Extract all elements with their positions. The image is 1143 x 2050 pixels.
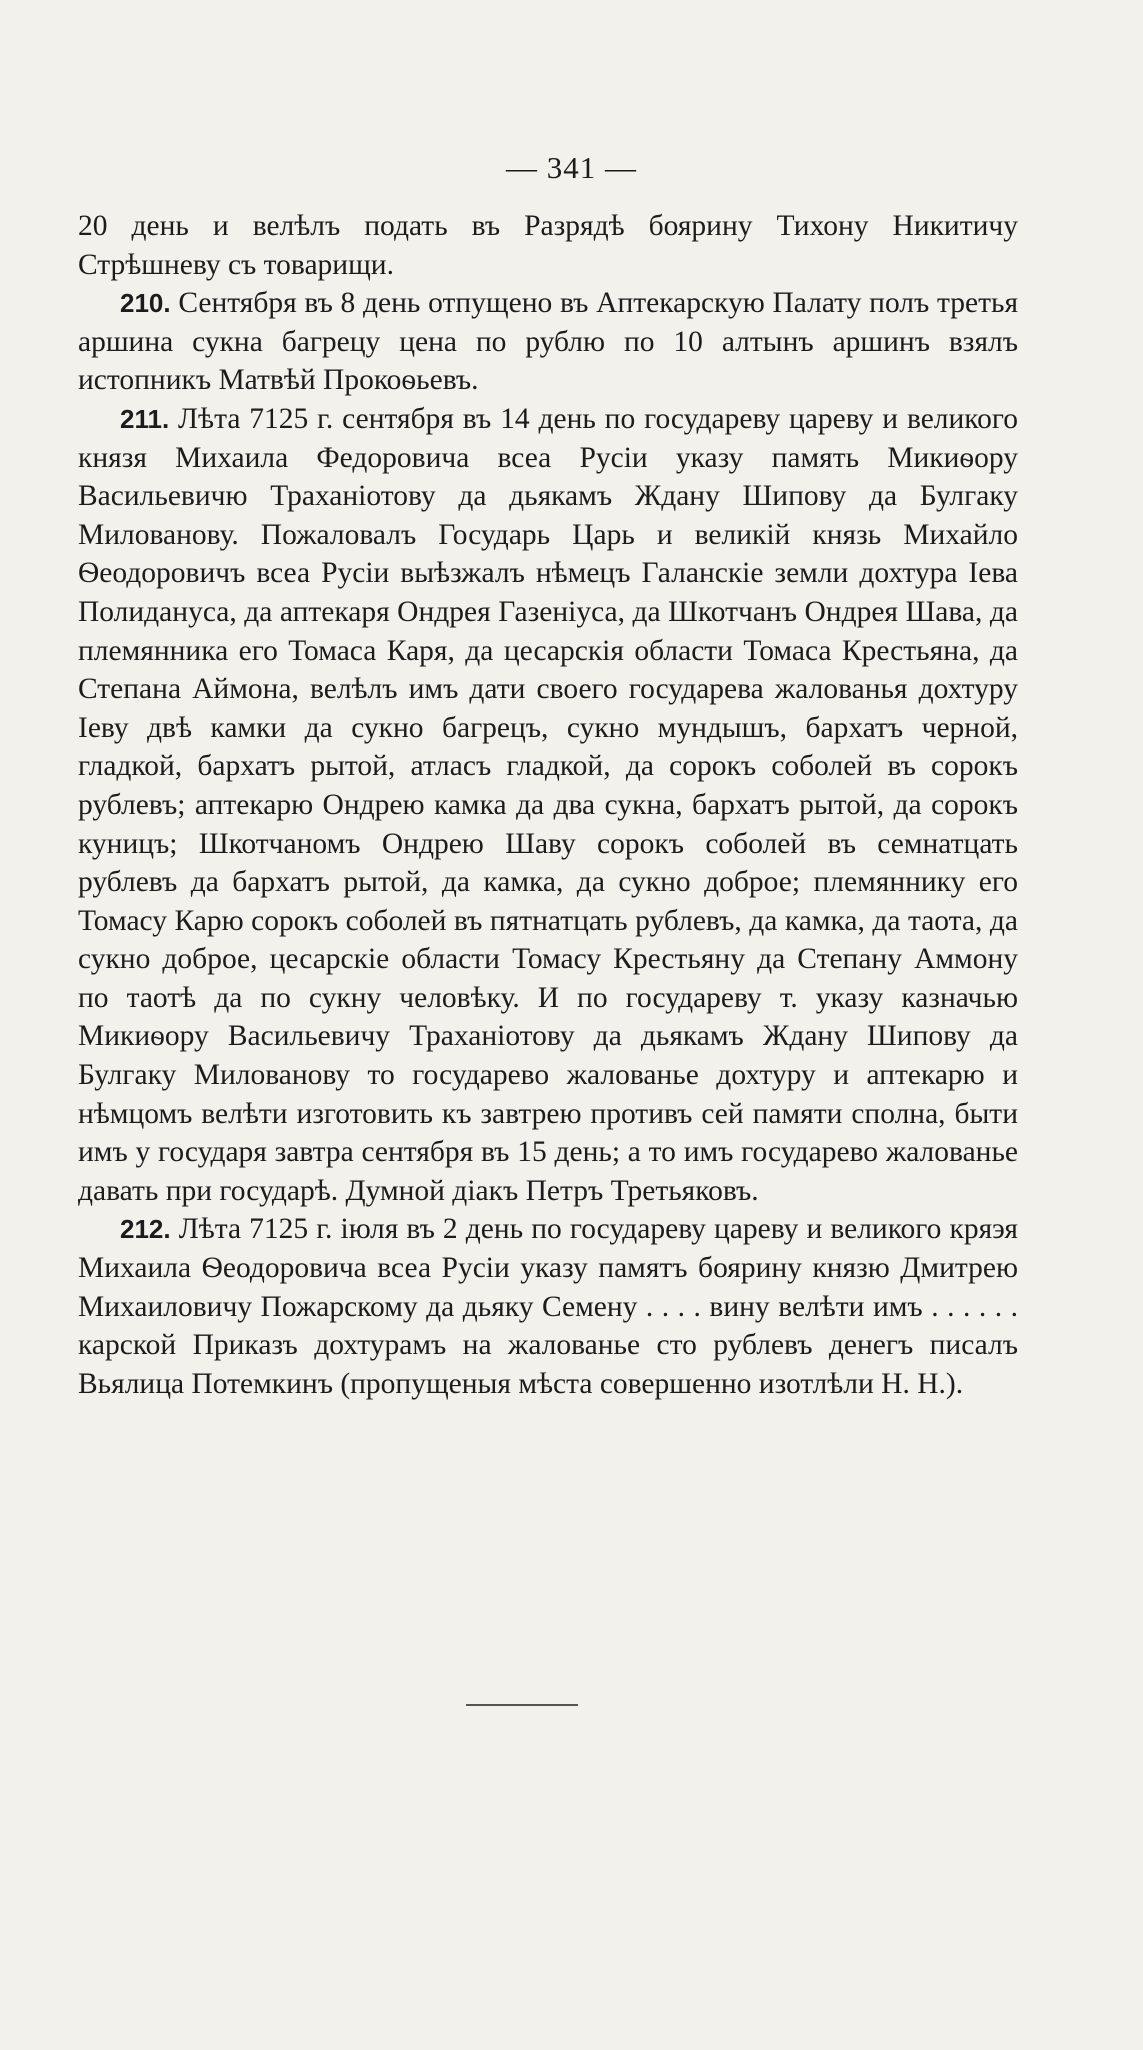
paragraph-text: Сентября въ 8 день отпущено въ Аптекарскую Палату полъ третья аршина сукна багрецу цена по рублю по 10 алтынъ аршинъ взялъ истопникъ Матвѣй Прокоѳьевъ.: [78, 287, 1019, 397]
entry-number: 211.: [120, 403, 170, 434]
entry-number: 210.: [120, 288, 171, 319]
entry-number: 212.: [120, 1214, 171, 1245]
paragraph-text: Лѣта 7125 г. сентября въ 14 день по государеву цареву и великого князя Михаила Федоровича всеа Русіи указу память Микиѳору Васильевичю Траханіотову да дьякамъ Ждану Шипову да Булгаку Милованову. Пожаловалъ Государь Царь и великій князь Михайло Ѳеодоровичъ всеа Русіи выѣзжалъ нѣмецъ Галанскіе земли дохтура Іева Полидануса, да аптекаря Ондрея Газеніуса, да Шкотчанъ Ондрея Шава, да племянника его Томаса Каря, да цесарскія области Томаса Крестьяна, да Степана Аймона, велѣлъ имъ дати своего государева жалованья дохтуру Іеву двѣ камки да сукно багрецъ, сукно мундышъ, бархатъ черной, гладкой, бархатъ рытой, атласъ гладкой, да сорокъ соболей въ сорокъ рублевъ; аптекарю Ондрею камка да два сукна, бархатъ рытой, да сорокъ куницъ; Шкотчаномъ Ондрею Шаву сорокъ соболей въ семнатцать рублевъ да бархатъ рытой, да камка, да сукно доброе; племяннику его Томасу Карю сорокъ соболей въ пятнатцать рублевъ, да камка, да таота, да сукно доброе, цесарскіе области Томасу Крестьяну да Степану Аммону по таотѣ да по сукну человѣку. И по государеву т. указу казначью Микиѳору Васильевичу Траханіотову да дьякамъ Ждану Шипову да Булгаку Милованову то государево жалованье дохтуру и аптекарю и нѣмцомъ велѣти изготовить къ завтрею противъ сей памяти сполна, быти имъ у государя завтра сентября въ 15 день; а то имъ государево жалованье давать при государѣ. Думной діакъ Петръ Третьяковъ.: [78, 402, 1018, 1207]
section-divider: [466, 1704, 578, 1706]
text-block: [78, 207, 1018, 1403]
paragraph-211: [78, 400, 1018, 1210]
paragraph-text: 20 день и велѣлъ подать въ Разрядѣ боярину Тихону Никитичу Стрѣшневу съ товарищи.: [78, 210, 1018, 281]
paragraph-212: [78, 1210, 1018, 1403]
paragraph-continuation: [78, 207, 1018, 284]
paragraph-210: [78, 284, 1018, 400]
page-number: — 341 —: [506, 150, 637, 185]
paragraph-text: Лѣта 7125 г. іюля въ 2 день по государеву цареву и великого кряэя Михаила Ѳеодоровича всеа Русіи указу памятъ боярину князю Дмитрею Михаиловичу Пожарскому да дьяку Семену . . . . вину велѣти имъ . . . . . . карской Приказъ дохтурамъ на жалованье сто рублевъ денегъ писалъ Вьялица Потемкинъ (пропущеныя мѣста совершенно изотлѣли Н. Н.).: [78, 1213, 1018, 1400]
